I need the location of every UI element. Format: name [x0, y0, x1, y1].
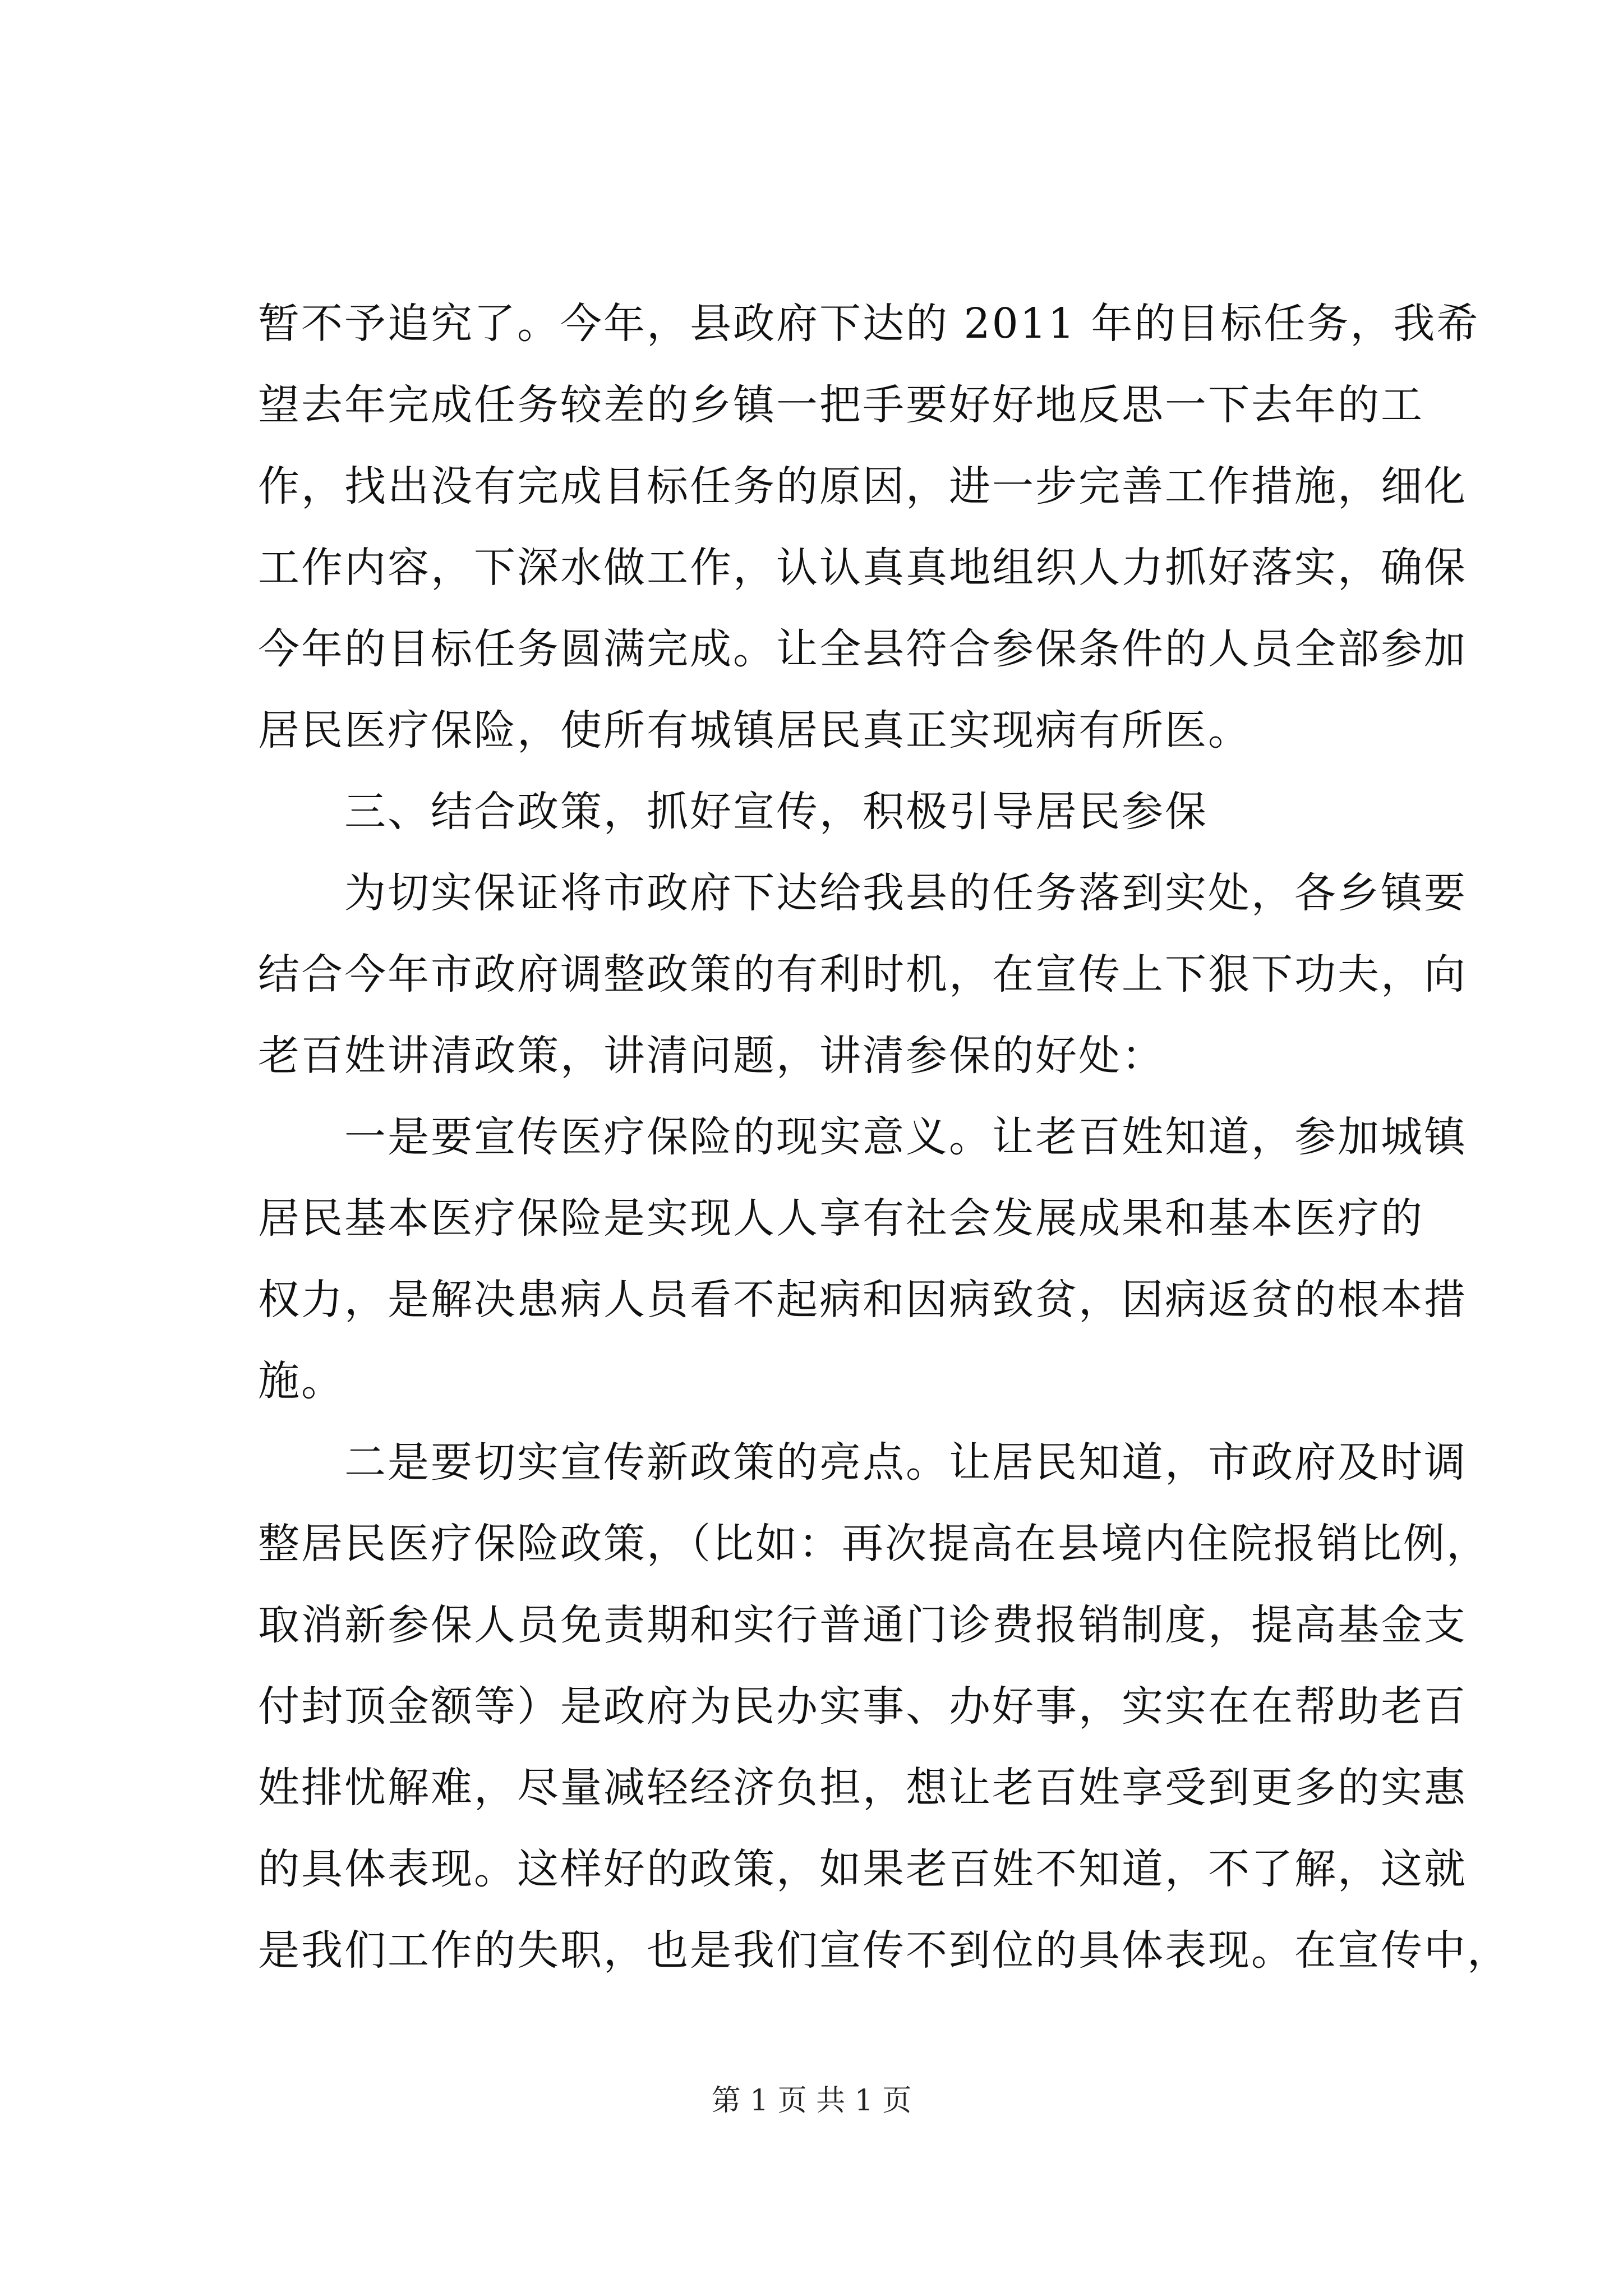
text-line: 为切实保证将市政府下达给我县的任务落到实处，各乡镇要 [258, 869, 1467, 917]
text-line: 施。 [258, 1357, 344, 1405]
section-heading: 三、结合政策，抓好宣传，积极引导居民参保 [258, 788, 1208, 836]
text-line: 工作内容，下深水做工作，认认真真地组织人力抓好落实，确保 [258, 544, 1467, 592]
text-line: 老百姓讲清政策，讲清问题，讲清参保的好处： [258, 1032, 1165, 1080]
text-line: 权力，是解决患病人员看不起病和因病致贫，因病返贫的根本措 [258, 1276, 1467, 1324]
text-line: 姓排忧解难，尽量减轻经济负担，想让老百姓享受到更多的实惠 [258, 1764, 1467, 1812]
text-line: 付封顶金额等）是政府为民办实事、办好事，实实在在帮助老百 [258, 1682, 1467, 1731]
text-line: 暂不予追究了。今年，县政府下达的 2011 年的目标任务，我希 [258, 300, 1480, 348]
text-line: 二是要切实宣传新政策的亮点。让居民知道，市政府及时调 [258, 1438, 1467, 1487]
document-body [258, 283, 1510, 1991]
text-line: 居民医疗保险，使所有城镇居民真正实现病有所医。 [258, 706, 1251, 754]
text-line: 居民基本医疗保险是实现人人享有社会发展成果和基本医疗的 [258, 1194, 1424, 1243]
text-line: 今年的目标任务圆满完成。让全县符合参保条件的人员全部参加 [258, 625, 1467, 673]
text-line: 整居民医疗保险政策，（比如：再次提高在县境内住院报销比例， [258, 1520, 1490, 1568]
text-line: 望去年完成任务较差的乡镇一把手要好好地反思一下去年的工 [258, 381, 1424, 429]
text-line: 一是要宣传医疗保险的现实意义。让老百姓知道，参加城镇 [258, 1113, 1467, 1161]
text-line: 是我们工作的失职，也是我们宣传不到位的具体表现。在宣传中， [258, 1926, 1510, 1975]
text-line: 作，找出没有完成目标任务的原因，进一步完善工作措施，细化 [258, 462, 1467, 510]
text-line: 的具体表现。这样好的政策，如果老百姓不知道，不了解，这就 [258, 1845, 1467, 1893]
text-line: 结合今年市政府调整政策的有利时机，在宣传上下狠下功夫，向 [258, 950, 1467, 999]
text-line: 取消新参保人员免责期和实行普通门诊费报销制度，提高基金支 [258, 1601, 1467, 1649]
page-footer: 第 1 页 共 1 页 [711, 2084, 912, 2118]
